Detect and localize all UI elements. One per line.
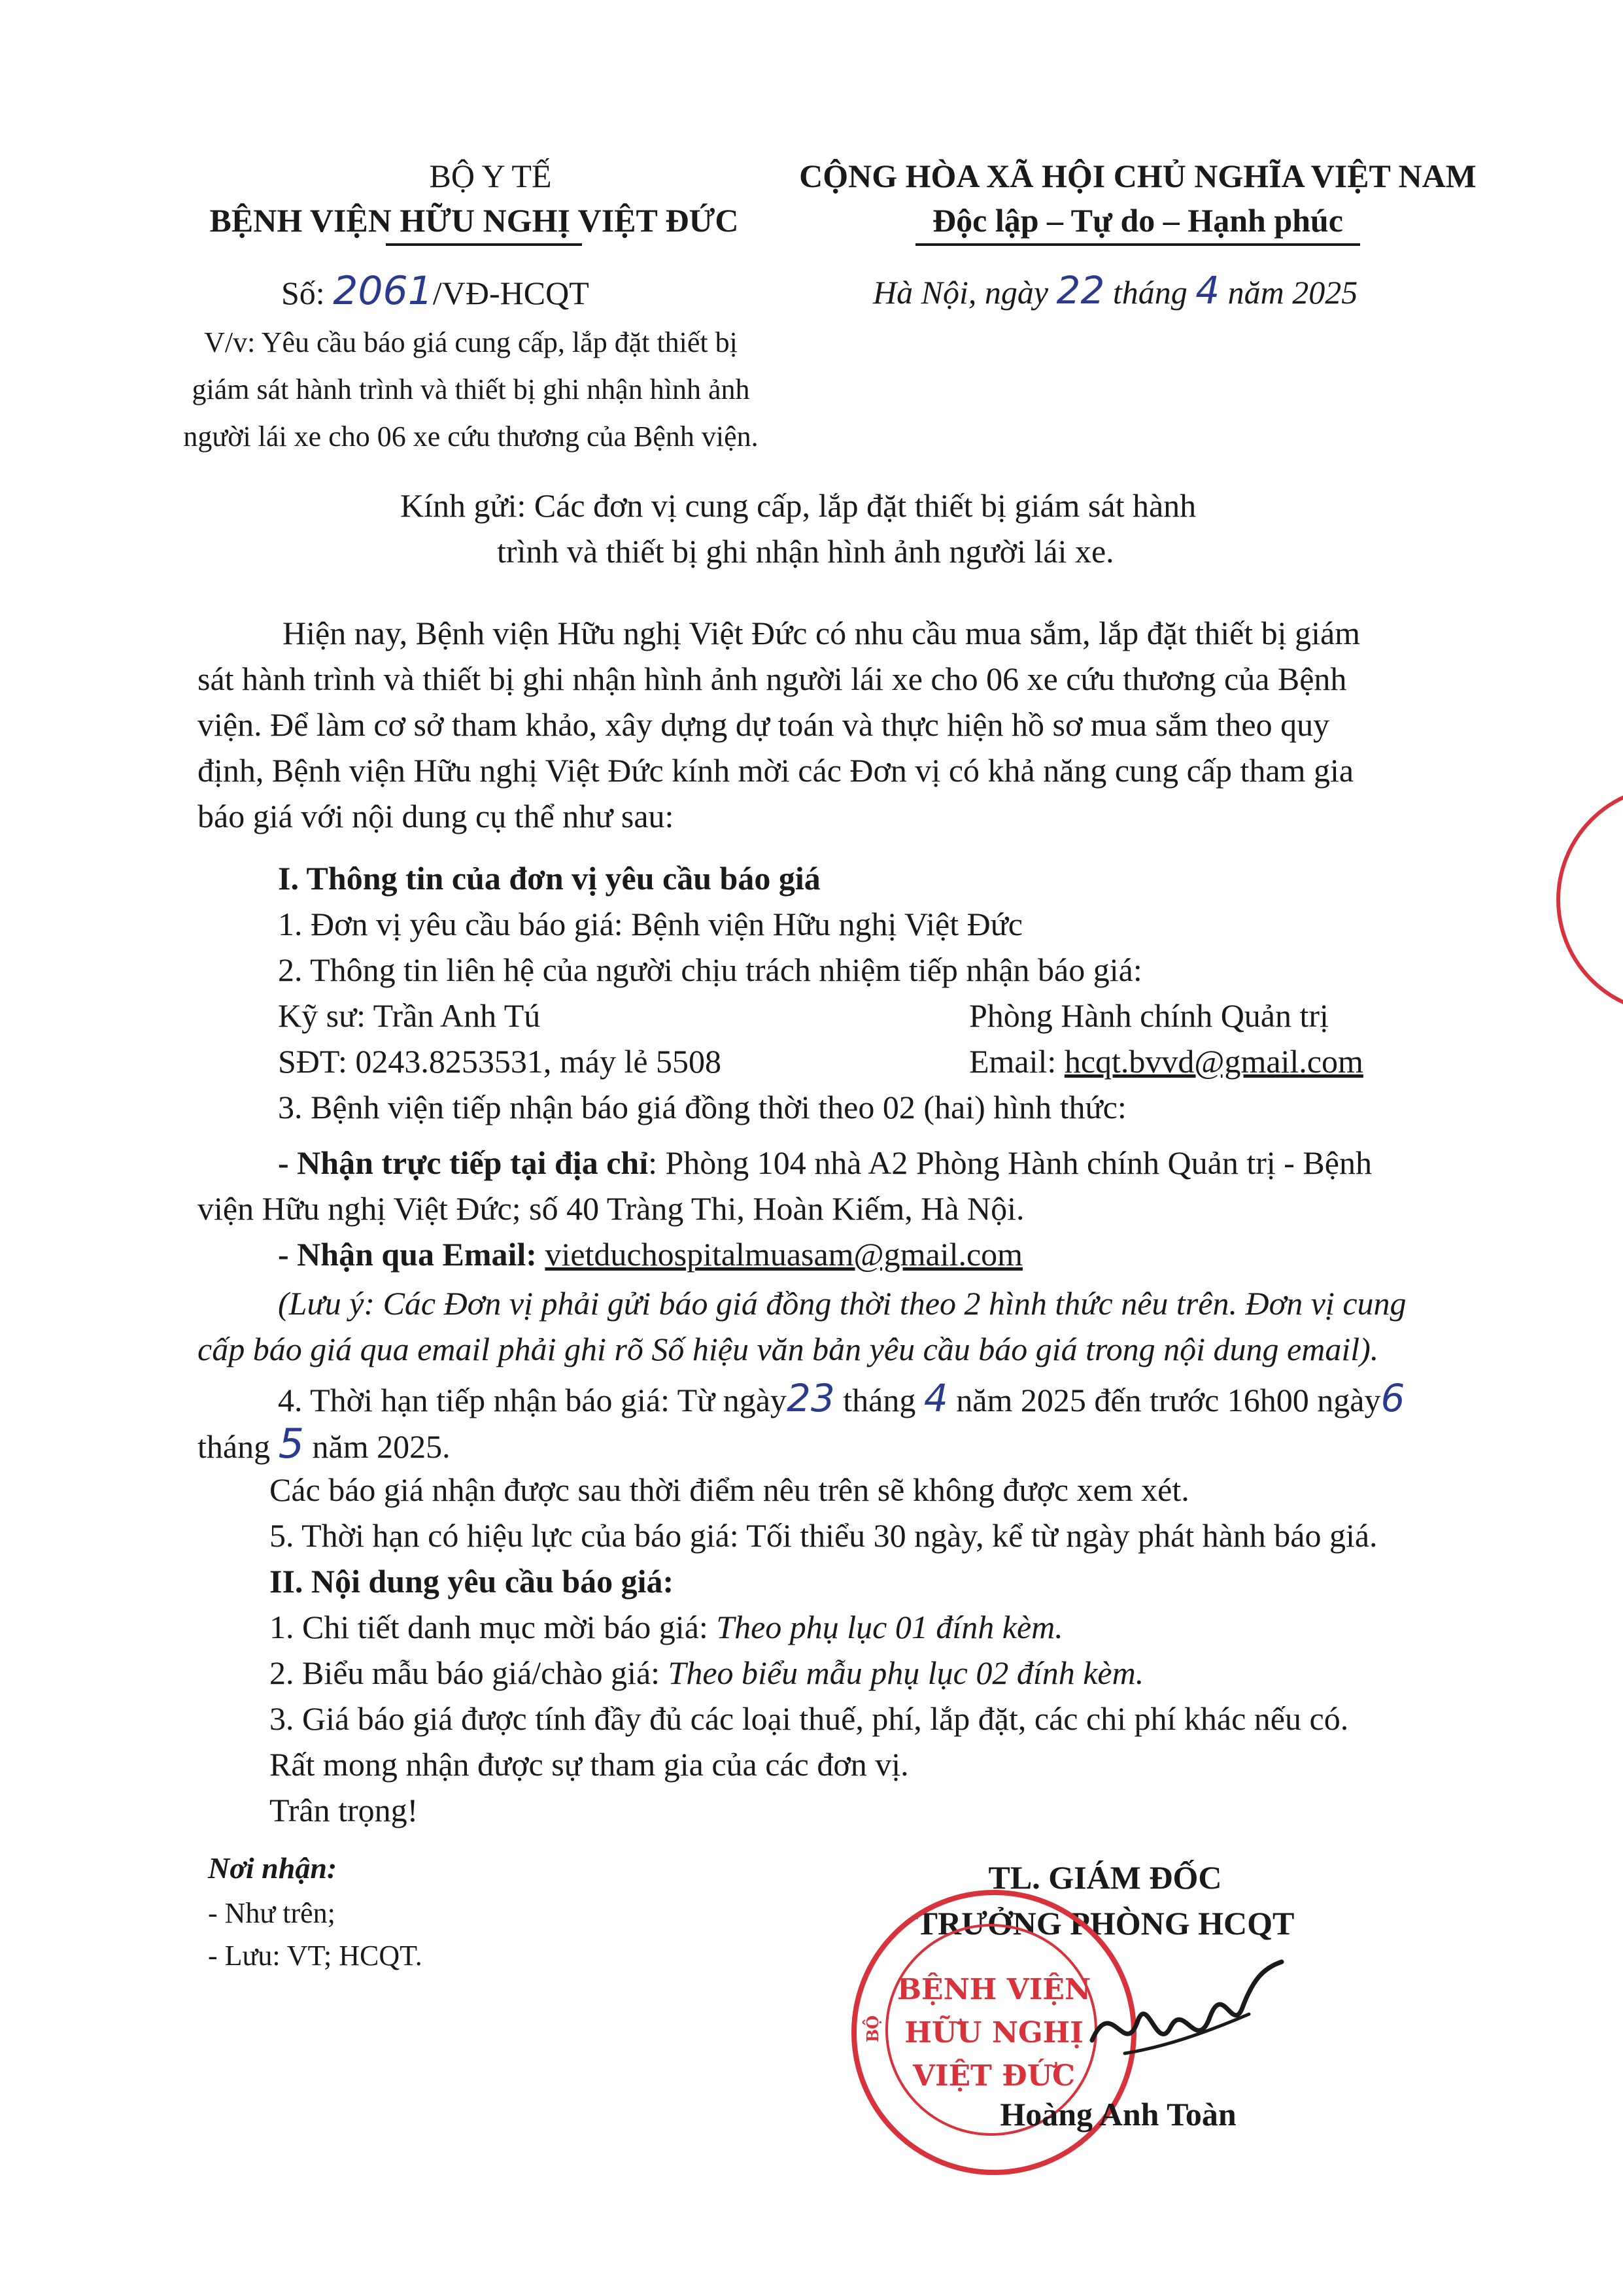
intro-line: sát hành trình và thiết bị ghi nhận hình ảnh người lái xe cho 06 xe cứu thương của Bệnh: [197, 660, 1347, 697]
section-2-item-2-value: Theo biểu mẫu phụ lục 02 đính kèm.: [668, 1654, 1144, 1691]
note-line-1: (Lưu ý: Các Đơn vị phải gửi báo giá đồng thời theo 2 hình thức nêu trên. Đơn vị cung: [278, 1285, 1407, 1322]
date-month: 4: [1195, 268, 1220, 313]
section-1-item-5: 5. Thời hạn có hiệu lực của báo giá: Tối thiểu 30 ngày, kể từ ngày phát hành báo giá.: [269, 1517, 1378, 1554]
email-delivery-label: - Nhận qua Email:: [278, 1236, 537, 1273]
direct-delivery-line: [278, 1140, 1372, 1186]
recipient-line-2: trình và thiết bị ghi nhận hình ảnh người lái xe.: [497, 533, 1114, 570]
email-delivery-link[interactable]: vietduchospitalmuasam@gmail.com: [545, 1236, 1023, 1273]
deadline-start-month: 4: [923, 1376, 948, 1420]
date-year: năm 2025: [1227, 274, 1358, 311]
closing-line-2: Trân trọng!: [269, 1792, 419, 1828]
section-1-item-2: 2. Thông tin liên hệ của người chịu trách nhiệm tiếp nhận báo giá:: [278, 951, 1142, 988]
country-name: CỘNG HÒA XÃ HỘI CHỦ NGHĨA VIỆT NAM: [799, 158, 1477, 194]
stamp-edge-text: BỘ: [863, 2015, 883, 2043]
deadline-text-e: năm 2025.: [312, 1428, 451, 1465]
stamp-line: HỮU NGHỊ: [904, 2016, 1084, 2049]
date-month-label: tháng: [1112, 274, 1187, 311]
signer-name: Hoàng Anh Toàn: [1000, 2096, 1237, 2133]
issue-date: [873, 268, 1358, 313]
subject: [167, 319, 775, 460]
deadline-end-month: 5: [278, 1420, 305, 1467]
section-2-item-1-label: 1. Chi tiết danh mục mời báo giá:: [269, 1609, 708, 1645]
contact-department: Phòng Hành chính Quản trị: [969, 997, 1329, 1034]
recipients-title: Nơi nhận:: [208, 1851, 337, 1885]
subject-line: V/v: Yêu cầu báo giá cung cấp, lắp đặt thiết bị: [204, 326, 738, 358]
deadline-text-b: tháng: [843, 1382, 916, 1418]
number-suffix: /VĐ-HCQT: [432, 275, 589, 311]
section-1-title: I. Thông tin của đơn vị yêu cầu báo giá: [278, 860, 821, 897]
contact-phone: SĐT: 0243.8253531, máy lẻ 5508: [278, 1043, 722, 1080]
hospital-underline: [386, 243, 582, 246]
section-2-item-1-value: Theo phụ lục 01 đính kèm.: [716, 1609, 1063, 1645]
section-1-item-1: 1. Đơn vị yêu cầu báo giá: Bệnh viện Hữu nghị Việt Đức: [278, 906, 1023, 942]
section-2-item-1: [269, 1604, 1063, 1650]
signature-title-2: TRƯỞNG PHÒNG HCQT: [915, 1905, 1295, 1942]
deadline-text-a: 4. Thời hạn tiếp nhận báo giá: Từ ngày: [278, 1382, 787, 1418]
section-1-item-4-cont: [197, 1421, 451, 1469]
email-delivery-line: [278, 1231, 1023, 1277]
contact-name: Kỹ sư: Trần Anh Tú: [278, 997, 541, 1034]
direct-delivery-text: : Phòng 104 nhà A2 Phòng Hành chính Quản trị - Bệnh: [648, 1144, 1372, 1181]
contact-email-label: Email:: [969, 1043, 1057, 1080]
direct-delivery-label: - Nhận trực tiếp tại địa chỉ: [278, 1144, 649, 1181]
intro-line: báo giá với nội dung cụ thể như sau:: [197, 798, 674, 834]
partial-stamp-edge: [1556, 785, 1623, 1015]
stamp-line: VIỆT ĐỨC: [912, 2059, 1076, 2093]
subject-line: giám sát hành trình và thiết bị ghi nhận hình ảnh: [192, 373, 750, 405]
intro-line: Hiện nay, Bệnh viện Hữu nghị Việt Đức có nhu cầu mua sắm, lắp đặt thiết bị giám: [282, 615, 1361, 651]
closing-line-1: Rất mong nhận được sự tham gia của các đơn vị.: [269, 1746, 909, 1783]
stamp-line: BỆNH VIỆN: [897, 1973, 1091, 2006]
document-number: [281, 268, 589, 314]
section-2-item-3: 3. Giá báo giá được tính đầy đủ các loại thuế, phí, lắp đặt, các chi phí khác nếu có.: [269, 1700, 1349, 1737]
number-handwritten: 2061: [333, 268, 433, 314]
deadline-end-day: 6: [1380, 1376, 1405, 1420]
intro-line: định, Bệnh viện Hữu nghị Việt Đức kính mời các Đơn vị có khả năng cung cấp tham gia: [197, 752, 1354, 789]
recipient-line-1: Kính gửi: Các đơn vị cung cấp, lắp đặt thiết bị giám sát hành: [400, 487, 1197, 524]
date-day: 22: [1056, 268, 1105, 313]
note-line-2: cấp báo giá qua email phải ghi rõ Số hiệu văn bản yêu cầu báo giá trong nội dung email).: [197, 1331, 1379, 1367]
contact-email-link[interactable]: hcqt.bvvd@gmail.com: [1064, 1043, 1363, 1080]
section-1-item-4: [278, 1375, 1405, 1423]
deadline-start-day: 23: [786, 1376, 835, 1420]
handwritten-signature: [1085, 1955, 1295, 2086]
signature-title-1: TL. GIÁM ĐỐC: [988, 1859, 1222, 1896]
motto-underline: [915, 243, 1360, 246]
section-2-item-2: [269, 1650, 1144, 1696]
section-2-title: II. Nội dung yêu cầu báo giá:: [269, 1563, 674, 1600]
deadline-note: Các báo giá nhận được sau thời điểm nêu trên sẽ không được xem xét.: [269, 1471, 1189, 1508]
number-prefix: Số:: [281, 275, 325, 311]
hospital-name: BỆNH VIỆN HỮU NGHỊ VIỆT ĐỨC: [209, 202, 739, 239]
date-prefix: Hà Nội, ngày: [873, 274, 1049, 311]
contact-email: [969, 1038, 1363, 1084]
subject-line: người lái xe cho 06 xe cứu thương của Bệnh viện.: [183, 420, 759, 453]
national-motto: Độc lập – Tự do – Hạnh phúc: [932, 202, 1343, 239]
recipients-line-2: - Lưu: VT; HCQT.: [208, 1940, 422, 1972]
deadline-text-c: năm 2025 đến trước 16h00 ngày: [956, 1382, 1381, 1418]
intro-line: viện. Để làm cơ sở tham khảo, xây dựng dự toán và thực hiện hồ sơ mua sắm theo quy: [197, 706, 1330, 743]
deadline-text-d: tháng: [197, 1428, 271, 1465]
direct-delivery-line-2: viện Hữu nghị Việt Đức; số 40 Tràng Thi, Hoàn Kiếm, Hà Nội.: [197, 1190, 1025, 1227]
section-2-item-2-label: 2. Biểu mẫu báo giá/chào giá:: [269, 1654, 660, 1691]
section-1-item-3: 3. Bệnh viện tiếp nhận báo giá đồng thời theo 02 (hai) hình thức:: [278, 1089, 1127, 1125]
ministry-name: BỘ Y TẾ: [429, 158, 552, 194]
recipients-line-1: - Như trên;: [208, 1897, 335, 1929]
